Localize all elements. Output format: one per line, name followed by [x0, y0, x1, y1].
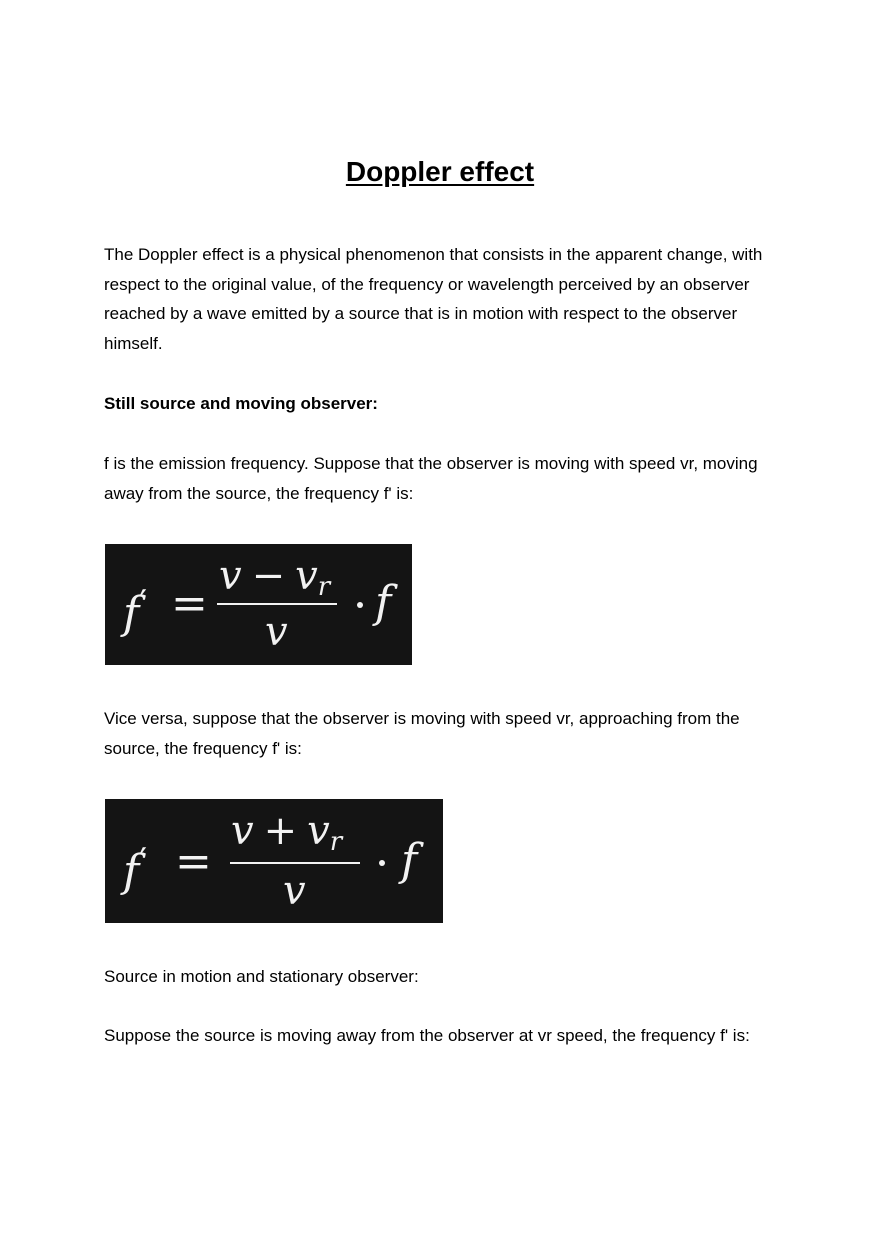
multiply-dot [379, 860, 385, 866]
formula-equals: = [175, 836, 212, 887]
paragraph-approaching: Vice versa, suppose that the observer is moving with speed vr, approaching from the source, the frequency f' is: [104, 709, 740, 758]
page-title: Doppler effect [345, 156, 535, 187]
formula-lhs: f′ [123, 841, 148, 897]
paragraph-source-moving-away: Suppose the source is moving away from the observer at vr speed, the frequency f' is: [104, 1026, 750, 1045]
fraction-bar [217, 603, 337, 605]
formula-rhs: f [375, 577, 392, 628]
paragraph-moving-away: f is the emission frequency. Suppose that the observer is moving with speed vr, moving away from the source, the frequency f' is: [104, 454, 758, 503]
section-heading-still-source: Still source and moving observer: [104, 394, 378, 413]
formula-observer-approaching [105, 799, 443, 923]
formula-numerator: $v - v_r$ [219, 553, 331, 602]
formula-lhs: f′ [123, 583, 148, 639]
intro-paragraph: The Doppler effect is a physical phenomenon that consists in the apparent change, with respect to the original value, of the frequency or wavelength perceived by an observer reached by a wave emitted by a source that is in motion with respect to the observer himself. [104, 245, 763, 353]
section-heading-source-in-motion: Source in motion and stationary observer: [104, 967, 419, 986]
fraction-bar [230, 862, 360, 864]
formula-denominator: v [283, 868, 306, 914]
formula-observer-moving-away [105, 544, 412, 665]
formula-denominator: v [265, 609, 288, 655]
multiply-dot [357, 602, 363, 608]
formula-rhs: f [401, 835, 418, 886]
formula-equals: = [171, 578, 208, 629]
formula-numerator: $v + v_r$ [231, 808, 343, 857]
